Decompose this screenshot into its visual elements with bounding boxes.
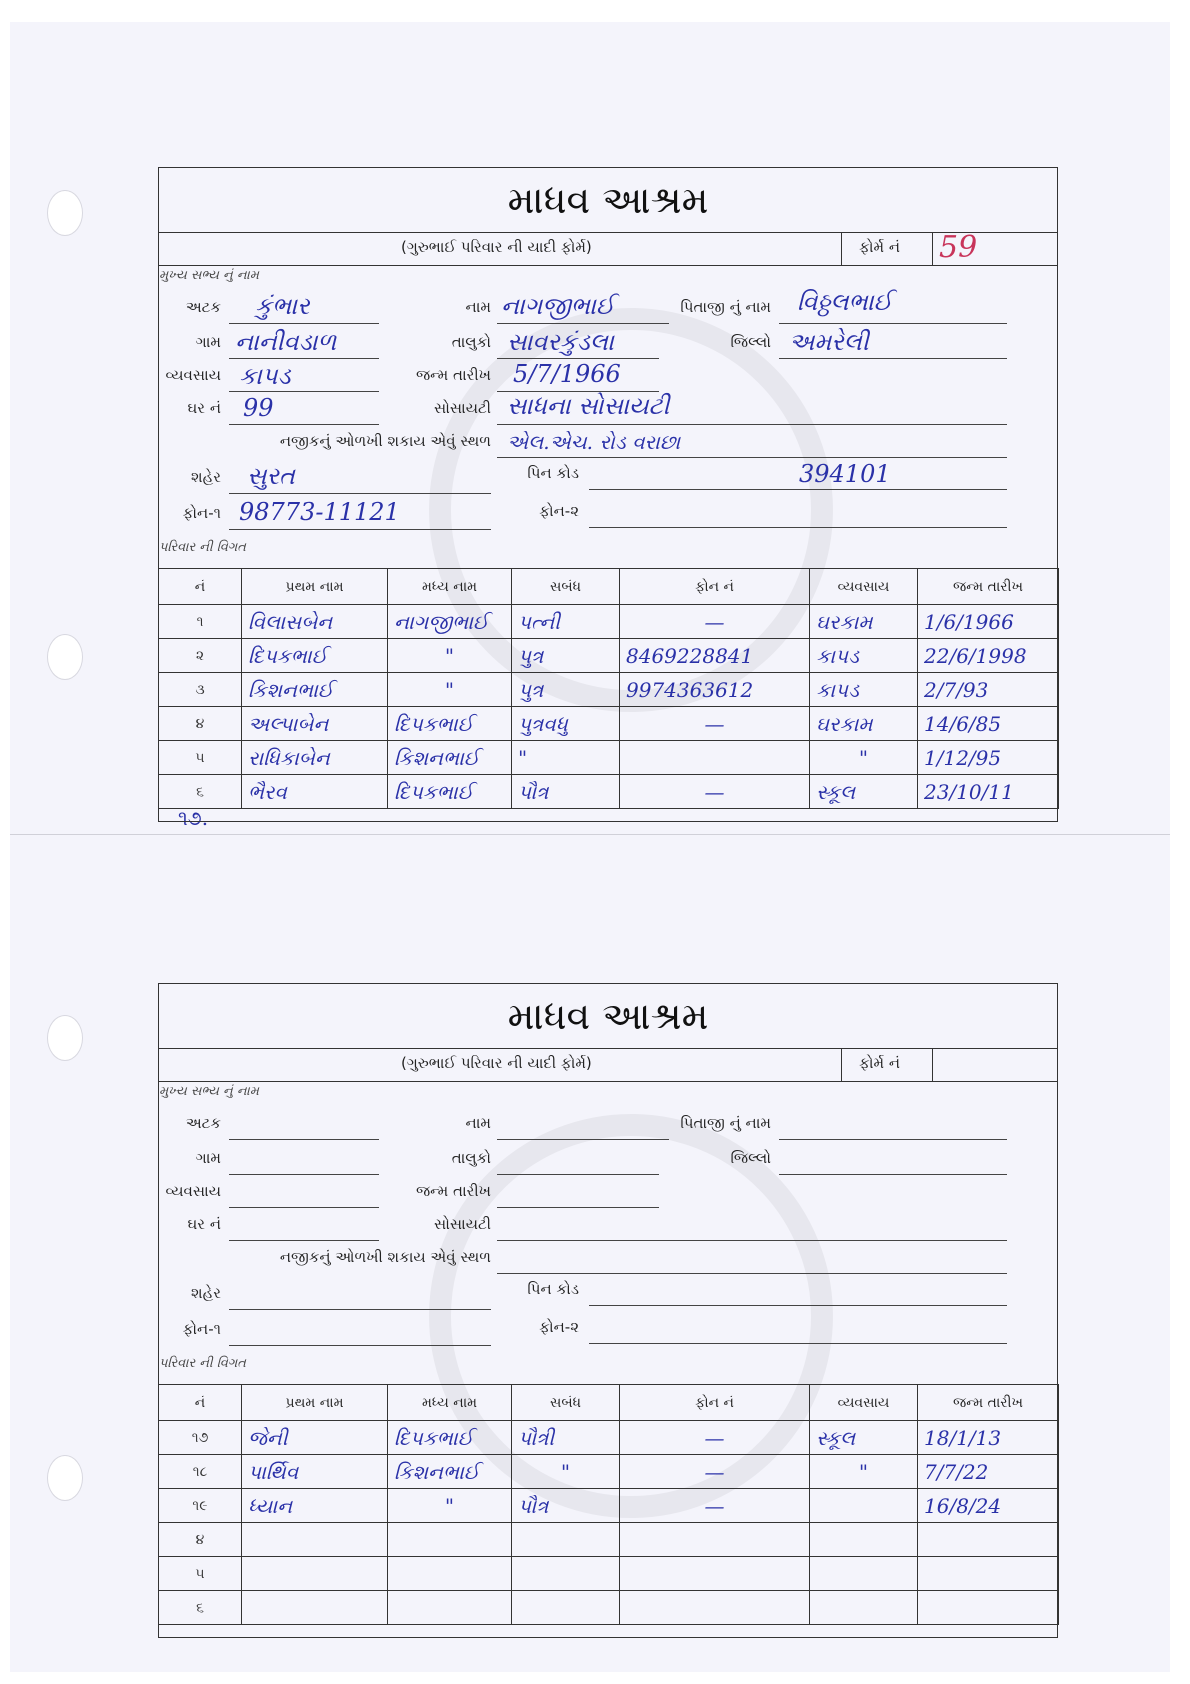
col-header-no: નં xyxy=(159,569,242,605)
middle-name-cell[interactable]: " xyxy=(388,639,512,673)
row-number: ૧૯ xyxy=(159,1489,242,1523)
father-name-label: પિતાજી નું નામ xyxy=(680,298,771,316)
col-header-relation: સબંધ xyxy=(512,569,620,605)
dob-cell[interactable] xyxy=(918,1557,1059,1591)
house-no-label: ઘર નં xyxy=(187,399,221,417)
first-name-cell[interactable]: જેની xyxy=(242,1421,388,1455)
family-table xyxy=(158,568,1059,809)
pincode-label: પિન કોડ xyxy=(527,464,579,482)
dob-value[interactable]: 5/7/1966 xyxy=(513,360,621,388)
col-header-no: નં xyxy=(159,1385,242,1421)
phone-cell[interactable] xyxy=(620,1523,810,1557)
first-name-cell[interactable]: રાધિકાબેન xyxy=(242,741,388,775)
col-header-occupation: વ્યવસાય xyxy=(810,569,918,605)
dob-cell[interactable]: 23/10/11 xyxy=(918,775,1059,809)
father-name-label: પિતાજી નું નામ xyxy=(680,1114,771,1132)
phone-cell[interactable]: — xyxy=(620,707,810,741)
form-number-label: ફોર્મ નં xyxy=(859,1054,900,1072)
margin-mark: ૧૭. xyxy=(178,806,209,830)
col-header-dob: જન્મ તારીખ xyxy=(918,1385,1059,1421)
relation-cell[interactable]: પત્ની xyxy=(512,605,620,639)
dob-cell[interactable] xyxy=(918,1591,1059,1625)
occupation-cell[interactable]: કાપડ xyxy=(810,639,918,673)
occupation-cell[interactable]: ઘરકામ xyxy=(810,707,918,741)
table-row xyxy=(159,1455,1059,1489)
phone-cell[interactable]: — xyxy=(620,775,810,809)
table-row xyxy=(159,673,1059,707)
phone2-label: ફોન-૨ xyxy=(539,1318,579,1336)
occupation-cell[interactable]: કાપડ xyxy=(810,673,918,707)
pincode-value[interactable]: 394101 xyxy=(799,460,891,488)
phone2-label: ફોન-૨ xyxy=(539,502,579,520)
table-row xyxy=(159,605,1059,639)
phone1-label: ફોન-૧ xyxy=(182,504,221,522)
relation-cell[interactable] xyxy=(512,1523,620,1557)
society-label: સોસાયટી xyxy=(433,1215,491,1233)
col-header-phone: ફોન નં xyxy=(620,1385,810,1421)
occupation-cell[interactable]: " xyxy=(810,1455,918,1489)
district-value[interactable]: અમરેલી xyxy=(789,328,869,356)
row-number: ૬ xyxy=(159,1591,242,1625)
surname-label: અટક xyxy=(185,1114,221,1132)
section-head-family: પરિવાર ની વિગત xyxy=(159,1356,246,1371)
section-head-main-member: મુખ્ય સભ્ય નું નામ xyxy=(159,268,259,283)
first-name-cell[interactable]: દિપકભાઈ xyxy=(242,639,388,673)
middle-name-cell[interactable]: દિપકભાઈ xyxy=(388,775,512,809)
dob-cell[interactable]: 7/7/22 xyxy=(918,1455,1059,1489)
district-label: જિલ્લો xyxy=(730,1149,771,1167)
surname-value[interactable]: કુંભાર xyxy=(255,292,310,320)
col-header-occupation: વ્યવસાય xyxy=(810,1385,918,1421)
table-row xyxy=(159,741,1059,775)
surname-label: અટક xyxy=(185,298,221,316)
row-number: ૧૮ xyxy=(159,1455,242,1489)
landmark-label: નજીકનું ઓળખી શકાય એવું સ્થળ xyxy=(279,432,491,450)
dob-cell[interactable]: 1/12/95 xyxy=(918,741,1059,775)
table-row xyxy=(159,1421,1059,1455)
middle-name-cell[interactable]: નાગજીભાઈ xyxy=(388,605,512,639)
dob-cell[interactable]: 14/6/85 xyxy=(918,707,1059,741)
row-number: ૫ xyxy=(159,1557,242,1591)
row-number: ૧ xyxy=(159,605,242,639)
city-value[interactable]: સુરત xyxy=(247,462,295,490)
form-title: માધવ આશ્રમ xyxy=(159,984,1057,1049)
col-header-first-name: પ્રથમ નામ xyxy=(242,569,388,605)
phone-cell[interactable] xyxy=(620,741,810,775)
table-header-row xyxy=(159,1385,1059,1421)
section-head-main-member: મુખ્ય સભ્ય નું નામ xyxy=(159,1084,259,1099)
col-header-first-name: પ્રથમ નામ xyxy=(242,1385,388,1421)
form-subtitle: (ગુરુભાઈ પરિવાર ની યાદી ફોર્મ) xyxy=(401,238,592,256)
table-row xyxy=(159,1557,1059,1591)
family-form-1 xyxy=(158,167,1058,822)
form-number-value[interactable]: 59 xyxy=(939,230,978,265)
house-no-value[interactable]: 99 xyxy=(243,394,274,422)
society-label: સોસાયટી xyxy=(433,399,491,417)
district-label: જિલ્લો xyxy=(730,333,771,351)
middle-name-cell[interactable]: કિશનભાઈ xyxy=(388,1455,512,1489)
row-number: ૪ xyxy=(159,1523,242,1557)
table-row xyxy=(159,1523,1059,1557)
relation-cell[interactable]: પુત્ર xyxy=(512,639,620,673)
dob-cell[interactable]: 18/1/13 xyxy=(918,1421,1059,1455)
occupation-cell[interactable] xyxy=(810,1489,918,1523)
relation-cell[interactable]: પૌત્ર xyxy=(512,775,620,809)
middle-name-cell[interactable]: દિપકભાઈ xyxy=(388,1421,512,1455)
occupation-cell[interactable] xyxy=(810,1557,918,1591)
family-form-2 xyxy=(158,983,1058,1638)
phone1-value[interactable]: 98773-11121 xyxy=(239,498,400,526)
relation-cell[interactable]: " xyxy=(512,1455,620,1489)
phone-cell[interactable]: — xyxy=(620,1421,810,1455)
name-value[interactable]: નાગજીભાઈ xyxy=(501,292,615,320)
middle-name-cell[interactable]: કિશનભાઈ xyxy=(388,741,512,775)
phone-cell[interactable]: — xyxy=(620,605,810,639)
table-row xyxy=(159,707,1059,741)
table-row xyxy=(159,775,1059,809)
city-label: શહેર xyxy=(191,1284,221,1302)
row-number: ૪ xyxy=(159,707,242,741)
col-header-middle-name: મધ્ય નામ xyxy=(388,569,512,605)
col-header-middle-name: મધ્ય નામ xyxy=(388,1385,512,1421)
row-number: ૨ xyxy=(159,639,242,673)
village-label: ગામ xyxy=(195,333,221,351)
table-row xyxy=(159,639,1059,673)
dob-cell[interactable]: 22/6/1998 xyxy=(918,639,1059,673)
society-value[interactable]: સાધના સોસાયટી xyxy=(507,392,670,420)
dob-label: જન્મ તારીખ xyxy=(415,1182,491,1200)
middle-name-cell[interactable] xyxy=(388,1523,512,1557)
punch-hole xyxy=(47,634,83,680)
relation-cell[interactable]: પૌત્રી xyxy=(512,1421,620,1455)
landmark-label: નજીકનું ઓળખી શકાય એવું સ્થળ xyxy=(279,1248,491,1266)
middle-name-cell[interactable]: દિપકભાઈ xyxy=(388,707,512,741)
relation-cell[interactable]: " xyxy=(512,741,620,775)
row-number: ૩ xyxy=(159,673,242,707)
form-title: માધવ આશ્રમ xyxy=(159,168,1057,233)
occupation-cell[interactable]: સ્કૂલ xyxy=(810,1421,918,1455)
phone-cell[interactable]: — xyxy=(620,1455,810,1489)
taluka-value[interactable]: સાવરકુંડલા xyxy=(507,328,614,356)
punch-hole xyxy=(47,1015,83,1061)
col-header-dob: જન્મ તારીખ xyxy=(918,569,1059,605)
phone-cell[interactable] xyxy=(620,1557,810,1591)
house-no-label: ઘર નં xyxy=(187,1215,221,1233)
occupation-label: વ્યવસાય xyxy=(165,366,221,384)
section-head-family: પરિવાર ની વિગત xyxy=(159,540,246,555)
first-name-cell[interactable]: અલ્પાબેન xyxy=(242,707,388,741)
phone-cell[interactable]: 8469228841 xyxy=(620,639,810,673)
occupation-cell[interactable] xyxy=(810,1591,918,1625)
phone-cell[interactable]: — xyxy=(620,1489,810,1523)
relation-cell[interactable]: પૌત્ર xyxy=(512,1489,620,1523)
row-number: ૧૭ xyxy=(159,1421,242,1455)
dob-cell[interactable]: 1/6/1966 xyxy=(918,605,1059,639)
dob-cell[interactable]: 2/7/93 xyxy=(918,673,1059,707)
city-label: શહેર xyxy=(191,468,221,486)
relation-cell[interactable] xyxy=(512,1557,620,1591)
table-row xyxy=(159,1591,1059,1625)
first-name-cell[interactable] xyxy=(242,1523,388,1557)
occupation-value[interactable]: કાપડ xyxy=(239,362,291,390)
form-number-label: ફોર્મ નં xyxy=(859,238,900,256)
occupation-cell[interactable] xyxy=(810,1523,918,1557)
row-number: ૬ xyxy=(159,775,242,809)
relation-cell[interactable]: પુત્રવધુ xyxy=(512,707,620,741)
occupation-cell[interactable]: સ્કૂલ xyxy=(810,775,918,809)
first-name-cell[interactable] xyxy=(242,1591,388,1625)
relation-cell[interactable]: પુત્ર xyxy=(512,673,620,707)
name-label: નામ xyxy=(465,1114,491,1132)
pincode-label: પિન કોડ xyxy=(527,1280,579,1298)
punch-hole xyxy=(47,190,83,236)
relation-cell[interactable] xyxy=(512,1591,620,1625)
first-name-cell[interactable]: પાર્થિવ xyxy=(242,1455,388,1489)
first-name-cell[interactable] xyxy=(242,1557,388,1591)
taluka-label: તાલુકો xyxy=(451,333,491,351)
middle-name-cell[interactable]: " xyxy=(388,1489,512,1523)
form-subtitle: (ગુરુભાઈ પરિવાર ની યાદી ફોર્મ) xyxy=(401,1054,592,1072)
middle-name-cell[interactable] xyxy=(388,1591,512,1625)
first-name-cell[interactable]: ધ્યાન xyxy=(242,1489,388,1523)
middle-name-cell[interactable]: " xyxy=(388,673,512,707)
village-label: ગામ xyxy=(195,1149,221,1167)
phone-cell[interactable] xyxy=(620,1591,810,1625)
first-name-cell[interactable]: વિલાસબેન xyxy=(242,605,388,639)
dob-cell[interactable] xyxy=(918,1523,1059,1557)
page-fold-line xyxy=(10,834,1170,835)
table-row xyxy=(159,1489,1059,1523)
punch-hole xyxy=(47,1455,83,1501)
middle-name-cell[interactable] xyxy=(388,1557,512,1591)
row-number: ૫ xyxy=(159,741,242,775)
col-header-phone: ફોન નં xyxy=(620,569,810,605)
dob-label: જન્મ તારીખ xyxy=(415,366,491,384)
table-header-row xyxy=(159,569,1059,605)
village-value[interactable]: નાનીવડાળ xyxy=(235,328,337,356)
phone1-label: ફોન-૧ xyxy=(182,1320,221,1338)
name-label: નામ xyxy=(465,298,491,316)
first-name-cell[interactable]: કિશનભાઈ xyxy=(242,673,388,707)
family-table xyxy=(158,1384,1059,1625)
phone-cell[interactable]: 9974363612 xyxy=(620,673,810,707)
occupation-cell[interactable]: " xyxy=(810,741,918,775)
landmark-value[interactable]: એલ.એચ. રોડ વરાછા xyxy=(507,430,681,454)
col-header-relation: સબંધ xyxy=(512,1385,620,1421)
taluka-label: તાલુકો xyxy=(451,1149,491,1167)
first-name-cell[interactable]: ભૈરવ xyxy=(242,775,388,809)
occupation-label: વ્યવસાય xyxy=(165,1182,221,1200)
occupation-cell[interactable]: ઘરકામ xyxy=(810,605,918,639)
dob-cell[interactable]: 16/8/24 xyxy=(918,1489,1059,1523)
father-name-value[interactable]: વિઠ્ઠલભાઈ xyxy=(797,288,893,316)
